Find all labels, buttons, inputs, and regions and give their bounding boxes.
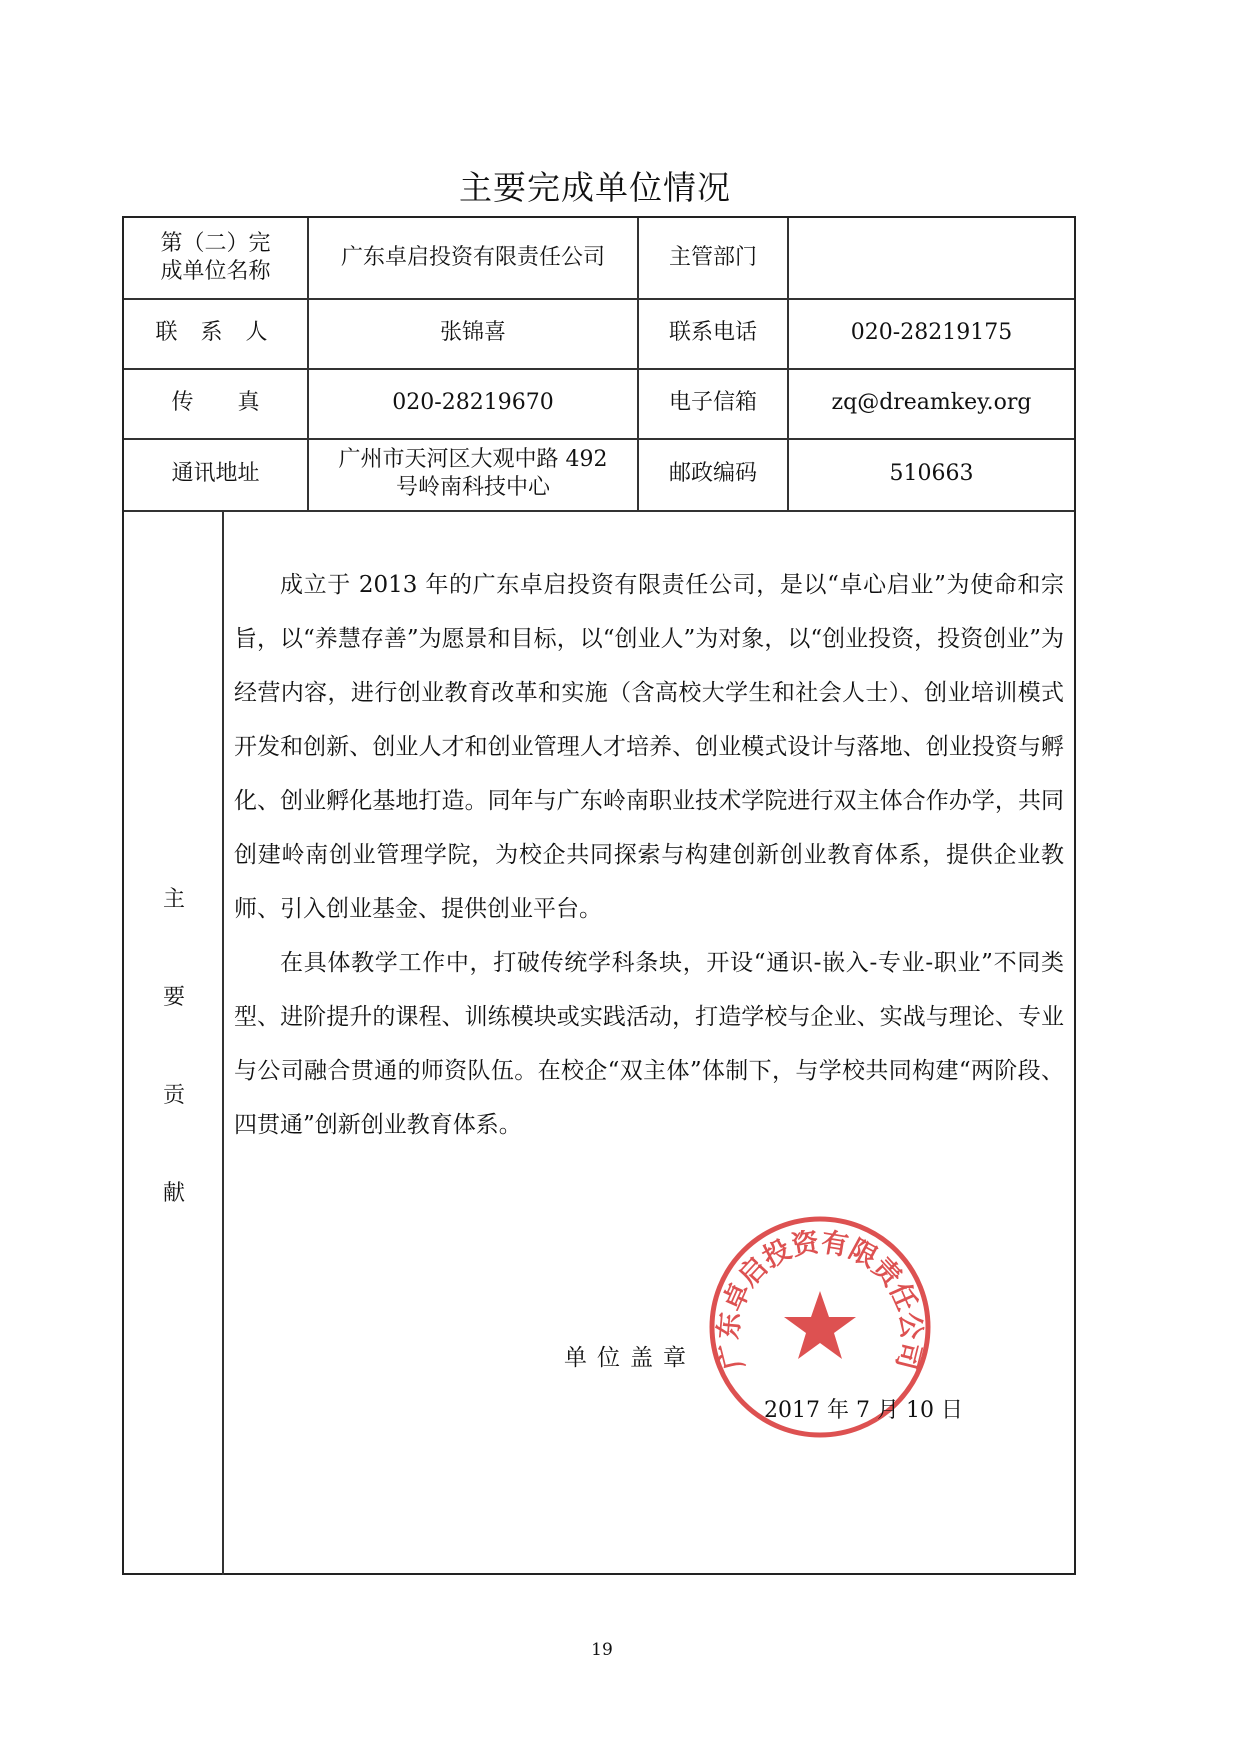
postcode-label: 邮政编码: [639, 438, 789, 510]
contact-label: 联 系 人: [124, 298, 309, 368]
fax-value: 020-28219670: [309, 368, 639, 438]
phone-label: 联系电话: [639, 298, 789, 368]
address-label: 通讯地址: [124, 438, 309, 510]
contribution-text: [234, 558, 1064, 1152]
seal-arc-text: 广东卓启投资有限责任公司: [713, 1226, 927, 1373]
address-value: 广州市天河区大观中路 492 号岭南科技中心: [309, 438, 639, 510]
page-title: 主要完成单位情况: [459, 168, 731, 207]
seal-star: [784, 1291, 856, 1359]
contribution-paragraph: 在具体教学工作中，打破传统学科条块，开设“通识-嵌入-专业-职业”不同类型、进阶提升的课程、训练模块或实践活动，打造学校与企业、实战与理论、专业与公司融合贯通的师资队伍。在校企“双主体”体制下，与学校共同构建“两阶段、四贯通”创新创业教育体系。: [234, 950, 1064, 1138]
unit-name-value: 广东卓启投资有限责任公司: [309, 218, 639, 298]
page-number: 19: [591, 1640, 613, 1660]
table-row: [124, 368, 1074, 440]
table-row: [124, 298, 1074, 370]
postcode-value: 510663: [889, 461, 974, 486]
contribution-label-char: 要: [162, 985, 185, 1010]
fax-label: 传 真: [124, 368, 309, 438]
seal-label: 单位盖章: [564, 1345, 696, 1371]
contact-value: 张锦喜: [309, 298, 639, 368]
contribution-paragraph: 成立于 2013 年的广东卓启投资有限责任公司，是以“卓心启业”为使命和宗旨，以“养慧存善”为愿景和目标，以“创业人”为对象，以“创业投资，投资创业”为经营内容，进行创业教育改革和实施（含高校大学生和社会人士）、创业培训模式开发和创新、创业人才和创业管理人才培养、创业模式设计与落地、创业投资与孵化、创业孵化基地打造。同年与广东岭南职业技术学院进行双主体合作办学，共同创建岭南创业管理学院，为校企共同探索与构建创新创业教育体系，提供企业教师、引入创业基金、提供创业平台。: [234, 572, 1064, 922]
contribution-label-char: 贡: [162, 1083, 185, 1108]
table-row: [124, 218, 1074, 300]
unit-name-label: 第（二）完成单位名称: [124, 218, 309, 298]
dept-label: 主管部门: [639, 218, 789, 298]
contribution-label-char: 献: [162, 1181, 185, 1206]
email-value: zq@dreamkey.org: [831, 390, 1032, 415]
sign-date: 2017 年 7 月 10 日: [764, 1398, 963, 1423]
table-row: [124, 438, 1074, 512]
dept-value: [789, 218, 1074, 298]
contribution-label-char: 主: [162, 887, 185, 912]
email-label: 电子信箱: [639, 368, 789, 438]
main-contribution-label: [124, 510, 224, 1575]
phone-value: 020-28219175: [850, 320, 1013, 345]
completion-unit-table: [122, 216, 1076, 1575]
